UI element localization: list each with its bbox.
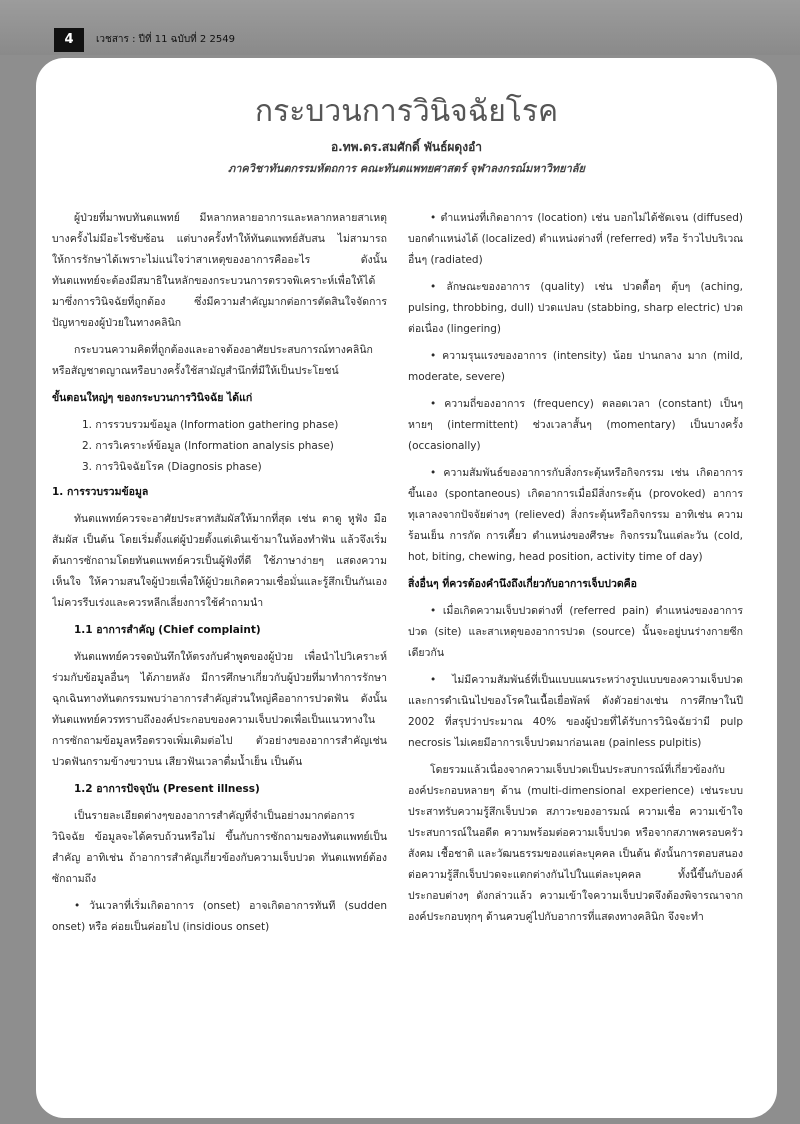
- page-number: 4: [54, 28, 84, 52]
- thinking-paragraph: กระบวนความคิดที่ถูกต้องและอาจต้องอาศัยประสบการณ์ทางคลินิกหรือสัญชาตญาณหรือบางครั้งใช้สามัญสำนึกที่มีให้เป็นประโยชน์: [52, 344, 373, 377]
- pulp-necrosis-bullet: • ไม่มีความสัมพันธ์ที่เป็นแบบแผนระหว่างรูปแบบของความเจ็บปวดและการดำเนินไปของโรคในเนื้อเยื่อพัลพ์ ดังตัวอย่างเช่น การศึกษาในปี 2002 ที่สรุปว่าประมาณ 40% ของผู้ป่วยที่ได้รับการวินิจฉัยว่ามี pulp necrosis ไม่เคยมีอาการเจ็บปวดมาก่อนเลย (painless pulpitis): [408, 674, 743, 749]
- left-column: [52, 208, 387, 1113]
- steps-list: [52, 415, 387, 478]
- present-illness-heading: 1.2 อาการปัจจุบัน (Present illness): [74, 783, 260, 795]
- chief-complaint-heading: 1.1 อาการสำคัญ (Chief complaint): [74, 624, 261, 636]
- summary-paragraph: โดยรวมแล้วเนื่องจากความเจ็บปวดเป็นประสบการณ์ที่เกี่ยวข้องกับองค์ประกอบหลายๆ ด้าน (multi-dimensional experience) เช่นระบบประสาทรับความรู้สึกเจ็บปวด สภาวะของอารมณ์ ความเชื่อ ความเข้าใจ ประสบการณ์ในอดีต ความพร้อมต่อความเจ็บปวด หรือจากสภาพครอบครัวสังคม เชื้อชาติ และวัฒนธรรมของแต่ละบุคคล เป็นต้น ดังนั้นการตอบสนองต่อความรู้สึกเจ็บปวดจะแตกต่างกันไปในแต่ละบุคคล ทั้งนี้ขึ้นกับองค์ประกอบต่างๆ ดังกล่าวแล้ว ความเข้าใจความเจ็บปวดจึงต้องพิจารณาจากองค์ประกอบทุกๆ ด้านควบคู่ไปกับอาการที่แสดงทางคลินิก จึงจะทำ: [408, 764, 743, 923]
- intro-paragraph: ผู้ป่วยที่มาพบทันตแพทย์ มีหลากหลายอาการและหลากหลายสาเหตุ บางครั้งไม่มีอะไรซับซ้อน แต่บางครั้งทำให้ทันตแพทย์สับสน ไม่สามารถให้การรักษาได้เพราะไม่แน่ใจว่าสาเหตุของอาการคืออะไร ดังนั้นทันตแพทย์จะต้องมีสมาธิในหลักของกระบวนการตรวจพิเคราะห์เพื่อให้ได้มาซึ่งการวินิจฉัยที่ถูกต้อง ซึ่งมีความสำคัญมากต่อการตัดสินใจจัดการปัญหาของผู้ป่วยในทางคลินิก: [52, 212, 387, 329]
- section-1-heading: 1. การรวบรวมข้อมูล: [52, 486, 149, 498]
- present-illness-paragraph: เป็นรายละเอียดต่างๆของอาการสำคัญที่จำเป็นอย่างมากต่อการวินิจฉัย ข้อมูลจะได้ครบถ้วนหรือไม่ ขึ้นกับการซักถามของทันตแพทย์เป็นสำคัญ อาทิเช่น ถ้าอาการสำคัญเกี่ยวข้องกับความเจ็บปวด ทันตแพทย์ต้องซักถามถึง: [52, 810, 387, 885]
- intensity-bullet: • ความรุนแรงของอาการ (intensity) น้อย ปานกลาง มาก (mild, moderate, severe): [408, 350, 743, 383]
- article-affiliation: ภาควิชาทันตกรรมหัตถการ คณะทันตแพทยศาสตร์ จุฬาลงกรณ์มหาวิทยาลัย: [228, 162, 585, 175]
- onset-bullet: • วันเวลาที่เริ่มเกิดอาการ (onset) อาจเกิดอาการทันที (sudden onset) หรือ ค่อยเป็นค่อยไป (insidious onset): [52, 900, 387, 933]
- right-column: [408, 208, 743, 1113]
- relation-bullet: • ความสัมพันธ์ของอาการกับสิ่งกระตุ้นหรือกิจกรรม เช่น เกิดอาการขึ้นเอง (spontaneous) เกิดอาการเมื่อมีสิ่งกระตุ้น (provoked) อาการทุเลาลงจากปัจจัยต่างๆ (relieved) สิ่งกระตุ้นหรือกิจกรรม อาทิเช่น ความร้อนเย็น การกัด การเคี้ยว ตำแหน่งของศีรษะ กิจกรรมในแต่ละวัน (cold, hot, biting, chewing, head position, activity time of day): [408, 467, 743, 563]
- other-considerations-heading: สิ่งอื่นๆ ที่ควรต้องคำนึงถึงเกี่ยวกับอาการเจ็บปวดคือ: [408, 578, 637, 590]
- article-title: กระบวนการวินิจฉัยโรค: [254, 94, 559, 129]
- chief-complaint-paragraph: ทันตแพทย์ควรจดบันทึกให้ตรงกับคำพูดของผู้ป่วย เพื่อนำไปวิเคราะห์ร่วมกับข้อมูลอื่นๆ ได้ภายหลัง มีการศึกษาเกี่ยวกับผู้ป่วยที่มาทำการรักษาฉุกเฉินทางทันตกรรมพบว่าอาการสำคัญส่วนใหญ่คืออาการปวดฟัน ดังนั้นทันตแพทย์ควรทราบถึงองค์ประกอบของความเจ็บปวดเพื่อเป็นแนวทางในการซักถามข้อมูลหรือตรวจเพิ่มเติมต่อไป ตัวอย่างของอาการสำคัญเช่น ปวดฟันกรามข้างขวาบน เสียวฟันเวลาดื่มน้ำเย็น เป็นต้น: [52, 651, 387, 768]
- gathering-paragraph: ทันตแพทย์ควรจะอาศัยประสาทสัมผัสให้มากที่สุด เช่น ตาดู หูฟัง มือสัมผัส เป็นต้น โดยเริ่มตั้งแต่ผู้ป่วยตั้งแต่เดินเข้ามาในห้องทำฟัน แล้วจึงเริ่มต้นการซักถามโดยทันตแพทย์ควรเป็นผู้ฟังที่ดี ใช้ภาษาง่ายๆ แสดงความเห็นใจ ให้ความสนใจผู้ป่วยเพื่อให้ผู้ป่วยเกิดความเชื่อมั่นและรู้สึกเป็นกันเอง ไม่ควรรีบเร่งและควรหลีกเลี่ยงการใช้คำถามนำ: [52, 513, 387, 609]
- journal-info: เวชสาร : ปีที่ 11 ฉบับที่ 2 2549: [96, 34, 235, 45]
- step-item: 2. การวิเคราะห์ข้อมูล (Information analysis phase): [82, 440, 334, 452]
- page-header: [0, 0, 800, 55]
- quality-bullet: • ลักษณะของอาการ (quality) เช่น ปวดตื้อๆ ตุ้บๆ (aching, pulsing, throbbing, dull) ปวดแปลบ (stabbing, sharp electric) ปวดต่อเนื่อง (lingering): [408, 281, 743, 335]
- step-item: 3. การวินิจฉัยโรค (Diagnosis phase): [82, 461, 262, 473]
- step-item: 1. การรวบรวมข้อมูล (Information gathering phase): [82, 419, 339, 431]
- frequency-bullet: • ความถี่ของอาการ (frequency) ตลอดเวลา (constant) เป็นๆ หายๆ (intermittent) ช่วงเวลาสั้นๆ (momentary) เป็นบางครั้ง (occasionally): [408, 398, 743, 452]
- location-bullet: • ตำแหน่งที่เกิดอาการ (location) เช่น บอกไม่ได้ชัดเจน (diffused) บอกตำแหน่งได้ (localized) ตำแหน่งต่างที่ (referred) หรือ ร้าวไปบริเวณอื่นๆ (radiated): [408, 212, 743, 266]
- article-author: อ.ทพ.ดร.สมศักดิ์ พันธ์ผดุงอำ: [330, 140, 483, 154]
- referred-pain-bullet: • เมื่อเกิดความเจ็บปวดต่างที่ (referred pain) ตำแหน่งของอาการปวด (site) และสาเหตุของอาการปวด (source) นั้นจะอยู่บนร่างกายซีกเดียวกัน: [408, 605, 743, 659]
- article-page: [36, 58, 777, 1118]
- main-steps-heading: ขั้นตอนใหญ่ๆ ของกระบวนการวินิจฉัย ได้แก่: [52, 392, 253, 404]
